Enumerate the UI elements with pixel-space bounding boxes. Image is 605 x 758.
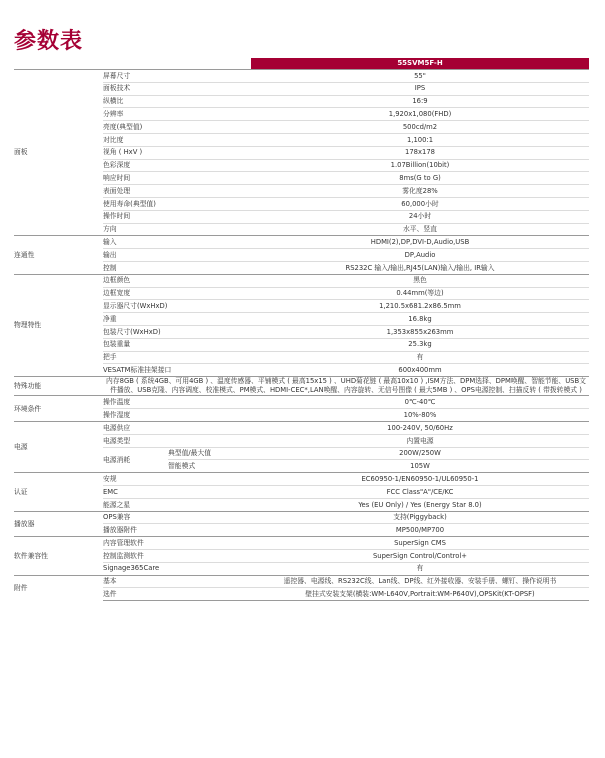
spec-value: 1,210.5x681.2x86.5mm: [251, 300, 589, 313]
spec-value: 500cd/m2: [251, 121, 589, 134]
spec-label: 使用寿命(典型值): [103, 197, 251, 210]
spec-label: 净重: [103, 313, 251, 326]
spec-label: 操作湿度: [103, 409, 251, 422]
spec-label: 输出: [103, 249, 251, 262]
spec-label: 输入: [103, 236, 251, 249]
spec-value: RS232C 输入/输出,RJ45(LAN)输入/输出, IR输入: [251, 261, 589, 274]
category-label: 电源: [14, 422, 103, 473]
table-row: [14, 422, 589, 435]
category-label: 认证: [14, 473, 103, 511]
header-spacer: [14, 58, 251, 70]
spec-label: 内容管理软件: [103, 537, 251, 550]
spec-label: OPS兼容: [103, 511, 251, 524]
spec-label: 包装尺寸(WxHxD): [103, 325, 251, 338]
spec-label: 纵横比: [103, 95, 251, 108]
spec-value: 雾化度28%: [251, 185, 589, 198]
spec-label: 视角 ( HxV ): [103, 146, 251, 159]
spec-label: 包装重量: [103, 338, 251, 351]
table-row: [14, 236, 589, 249]
spec-label: 屏幕尺寸: [103, 70, 251, 83]
spec-value: 16.8kg: [251, 313, 589, 326]
spec-value: 有: [251, 351, 589, 364]
spec-label: 控制监测软件: [103, 550, 251, 563]
spec-label: VESATM标准挂架接口: [103, 364, 251, 377]
category-label: 面板: [14, 70, 103, 236]
spec-value: 16:9: [251, 95, 589, 108]
spec-value: 200W/250W: [251, 447, 589, 460]
spec-value: 100-240V, 50/60Hz: [251, 422, 589, 435]
spec-value: HDMI(2),DP,DVI-D,Audio,USB: [251, 236, 589, 249]
spec-value: 遥控器、电源线、RS232C线、Lan线、DP线、红外接收器、安装手册、螺钉、操作说明书: [251, 575, 589, 588]
spec-label: 显示器尺寸(WxHxD): [103, 300, 251, 313]
spec-label: 能源之星: [103, 498, 251, 511]
spec-value: MP500/MP700: [251, 524, 589, 537]
spec-label: 面板技术: [103, 82, 251, 95]
spec-label: 电源消耗: [103, 447, 168, 473]
spec-value: 黑色: [251, 274, 589, 287]
spec-value: 600x400mm: [251, 364, 589, 377]
spec-label: EMC: [103, 486, 251, 499]
spec-table-body: [14, 58, 589, 601]
spec-label: 边框颜色: [103, 274, 251, 287]
spec-label: 控制: [103, 261, 251, 274]
spec-value: Yes (EU Only) / Yes (Energy Star 8.0): [251, 498, 589, 511]
spec-value: FCC Class"A"/CE/KC: [251, 486, 589, 499]
spec-value: 壁挂式安装支架(横装:WM-L640V,Portrait:WM-P640V),OPSKit(KT-OPSF): [251, 588, 589, 601]
spec-value: 24小时: [251, 210, 589, 223]
spec-table: [14, 58, 589, 601]
table-row: [14, 377, 589, 396]
spec-value: 10%-80%: [251, 409, 589, 422]
spec-label: 亮度(典型值): [103, 121, 251, 134]
spec-label: 电源供应: [103, 422, 251, 435]
table-row: [14, 473, 589, 486]
spec-label: 边框宽度: [103, 287, 251, 300]
spec-sublabel: 智能模式: [168, 460, 251, 473]
table-row: [14, 537, 589, 550]
table-header-row: [14, 58, 589, 70]
spec-label: 电源类型: [103, 434, 251, 447]
spec-value: EC60950-1/EN60950-1/UL60950-1: [251, 473, 589, 486]
spec-value: DP,Audio: [251, 249, 589, 262]
spec-value: 支持(Piggyback): [251, 511, 589, 524]
spec-value: 60,000小时: [251, 197, 589, 210]
spec-value: IPS: [251, 82, 589, 95]
spec-label: 操作时间: [103, 210, 251, 223]
table-row: [14, 70, 589, 83]
spec-label: 色彩深度: [103, 159, 251, 172]
spec-label: Signage365Care: [103, 562, 251, 575]
spec-value: 水平、竖直: [251, 223, 589, 236]
category-label: 物理特性: [14, 274, 103, 376]
category-label: 连通性: [14, 236, 103, 274]
spec-value: 0.44mm(等边): [251, 287, 589, 300]
spec-label: 方向: [103, 223, 251, 236]
spec-value: 178x178: [251, 146, 589, 159]
table-row: [14, 396, 589, 409]
spec-value: 8ms(G to G): [251, 172, 589, 185]
spec-value: 105W: [251, 460, 589, 473]
spec-value: 有: [251, 562, 589, 575]
spec-label: 操作温度: [103, 396, 251, 409]
spec-value: 内置电源: [251, 434, 589, 447]
table-row: [14, 274, 589, 287]
spec-value: 1,353x855x263mm: [251, 325, 589, 338]
category-label: 环境条件: [14, 396, 103, 422]
spec-label: 基本: [103, 575, 251, 588]
spec-value: 1,100:1: [251, 133, 589, 146]
spec-label: 把手: [103, 351, 251, 364]
category-label: 特殊功能: [14, 377, 103, 396]
spec-value: 25.3kg: [251, 338, 589, 351]
spec-label: 表面处理: [103, 185, 251, 198]
spec-value: SuperSign CMS: [251, 537, 589, 550]
category-label: 软件兼容性: [14, 537, 103, 575]
spec-label: 安规: [103, 473, 251, 486]
table-row: [14, 511, 589, 524]
spec-value: 1,920x1,080(FHD): [251, 108, 589, 121]
spec-label: 对比度: [103, 133, 251, 146]
model-header: 55SVM5F-H: [251, 58, 589, 70]
spec-value: 0℃-40℃: [251, 396, 589, 409]
spec-sublabel: 典型值/最大值: [168, 447, 251, 460]
spec-label: 播放器附件: [103, 524, 251, 537]
spec-label: 分辨率: [103, 108, 251, 121]
spec-label: 响应时间: [103, 172, 251, 185]
spec-value: SuperSign Control/Control+: [251, 550, 589, 563]
category-label: 播放器: [14, 511, 103, 537]
spec-value: 55": [251, 70, 589, 83]
special-features-value: 内存8GB ( 系统4GB、可用4GB ) 、温度传感器、平铺模式 ( 最高15x15 ) 、UHD菊花链 ( 最高10x10 ) ,ISM方法、DPM选择、DPM唤醒、智能节能、USB文件播放、USB克隆、内容调度、校准模式、PM模式、HDMI-CEC*,LAN唤醒、内容旋转、无信号图像 ( 最大5MB ) 、OPS电源控制、扫描反转 ( 带拨转模式 ): [103, 377, 589, 396]
category-label: 附件: [14, 575, 103, 601]
page-title: 参数表: [14, 29, 84, 54]
spec-value: 1.07Billion(10bit): [251, 159, 589, 172]
spec-label: 选件: [103, 588, 251, 601]
table-row: [14, 575, 589, 588]
